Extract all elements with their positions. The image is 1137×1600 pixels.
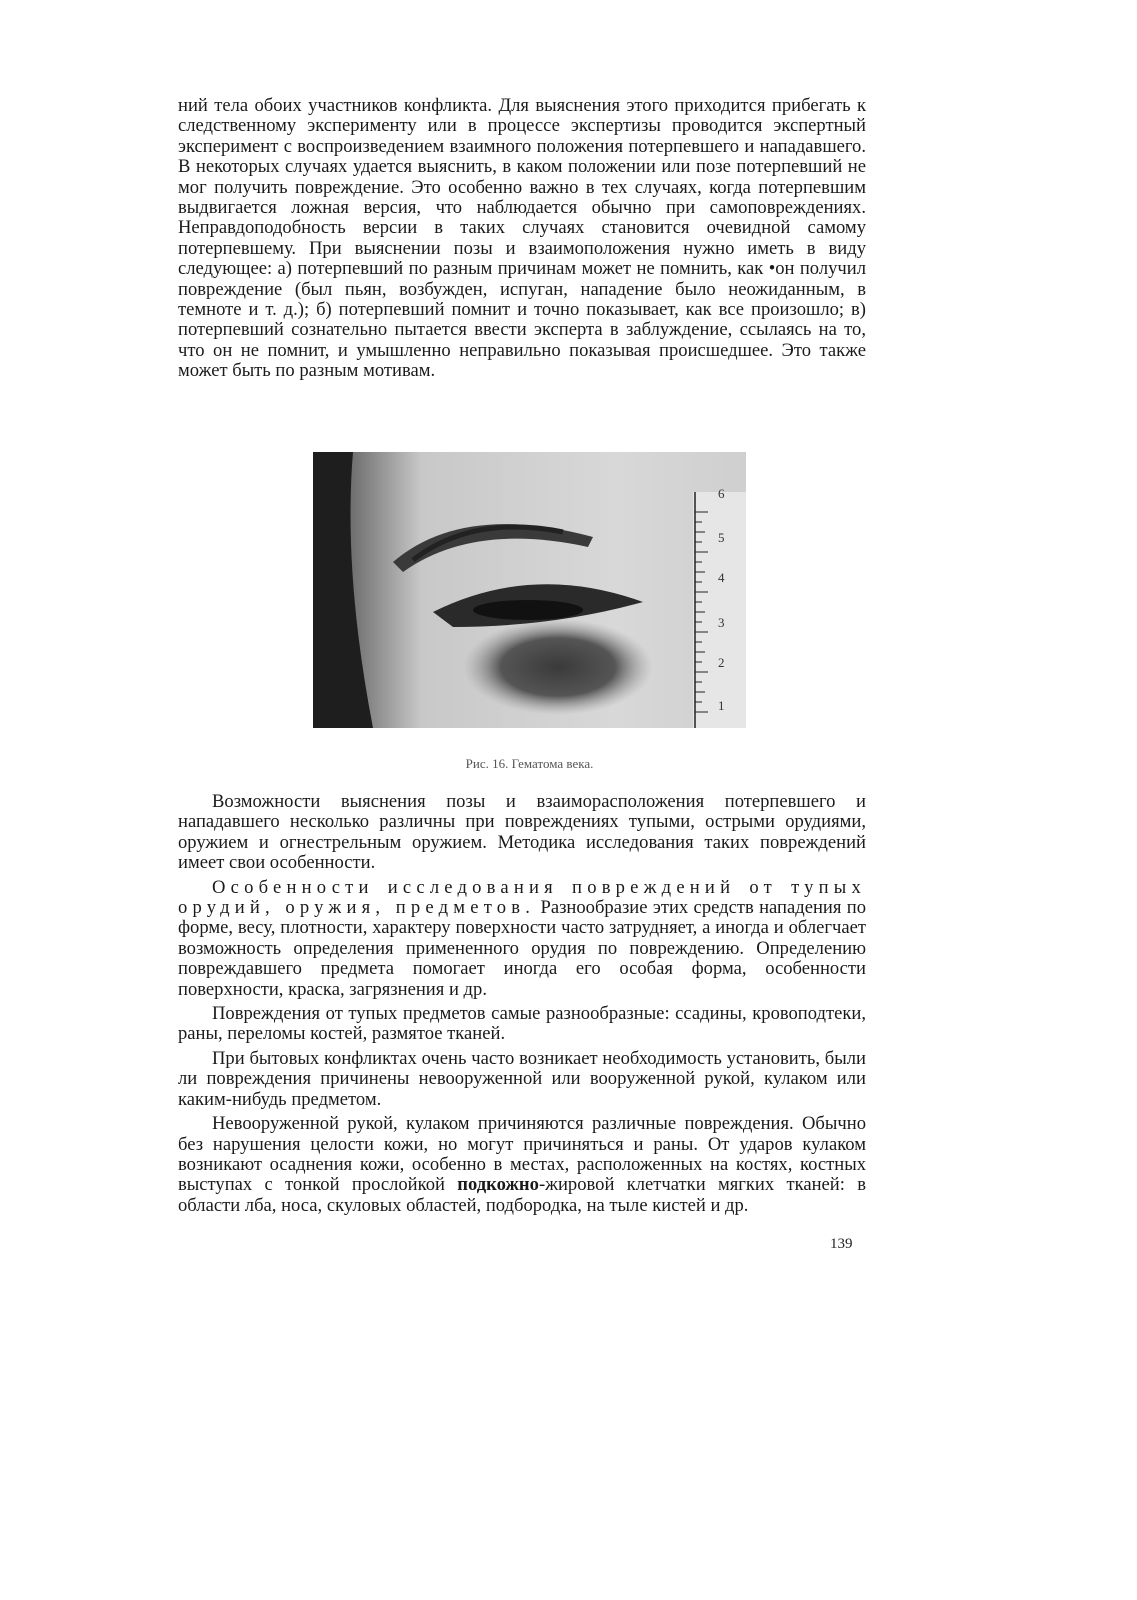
section-heading: Особенности исследования повреждений от тупых орудий, оружия, предметов. [178,876,866,919]
paragraph: Возможности выяснения позы и взаиморасположения потерпевшего и нападавшего несколько различны при повреждениях тупыми, острыми орудиями, оружием и огнестрельным оружием. Методика исследования таких повреждений имеет свои особенности. [178,791,866,874]
paragraph-text: -жировой клетчатки мягких тканей: в области лба, носа, скуловых областей, подбородка, на тыле кистей и др. [178,1174,866,1216]
text-block-top [178,96,866,382]
ruler [693,492,746,728]
hematoma [463,619,653,715]
ruler-label: 1 [718,698,725,713]
ruler-label: 5 [718,530,725,545]
ruler-label: 4 [718,570,725,585]
bold-term: подкожно [457,1174,539,1196]
eye-lashes [473,600,583,620]
text-block-bottom [178,792,866,1220]
ruler-label: 2 [718,655,725,670]
figure-caption: Рис. 16. Гематома века. [465,756,594,771]
paragraph-text: Разнообразие этих средств нападения по форме, весу, плотности, характеру поверхности часто затрудняет, а иногда и облегчает возможность определения примененного орудия по повреждению. Определению повреждавшего предмета помогает иногда его особая форма, особенности поверхности, краска, загрязнения и др. [178,897,867,1000]
paragraph: При бытовых конфликтах очень часто возникает необходимость установить, были ли повреждения причинены невооруженной или вооруженной рукой, кулаком или каким-нибудь предметом. [178,1047,866,1110]
ruler-label: 6 [718,486,725,501]
paragraph-text: Невооруженной рукой, кулаком причиняются различные повреждения. Обычно без нарушения целости кожи, но могут причиняться и раны. От ударов кулаком возникают осаднения кожи, особенно в местах, расположенных на костях, костных выступах с тонкой прослойкой [178,1113,866,1196]
eye-hematoma-photo [313,452,746,728]
paragraph [178,1114,866,1216]
paragraph: Повреждения от тупых предметов самые разнообразные: ссадины, кровоподтеки, раны, переломы костей, размятое тканей. [178,1003,866,1045]
paragraph-continuation: ний тела обоих участников конфликта. Для выяснения этого приходится прибегать к следственному эксперименту или в процессе экспертизы проводится экспертный эксперимент с воспроизведением взаимного положения потерпевшего и нападавшего. В некоторых случаях удается выяснить, в каком положении или позе потерпевший не мог получить повреждение. Это особенно важно в тех случаях, когда потерпевшим выдвигается ложная версия, что наблюдается обычно при самоповреждениях. Неправдоподобность версии в таких случаях становится очевидной самому потерпевшему. При выяснении позы и взаимоположения нужно иметь в виду следующее: а) потерпевший по разным причинам может не помнить, как •он получил повреждение (был пьян, возбужден, испуган, нападение было неожиданным, в темноте и т. д.); б) потерпевший помнит и точно показывает, как все произошло; в) потерпевший сознательно пытается ввести эксперта в заблуждение, ссылаясь на то, что он не помнит, и умышленно неправильно показывая происшедшее. Это также может быть по разным мотивам. [178,95,866,382]
ruler-label: 3 [718,615,725,630]
page-number: 139 [830,1236,853,1252]
paragraph [178,878,866,1000]
figure-eye-photo [313,452,746,728]
